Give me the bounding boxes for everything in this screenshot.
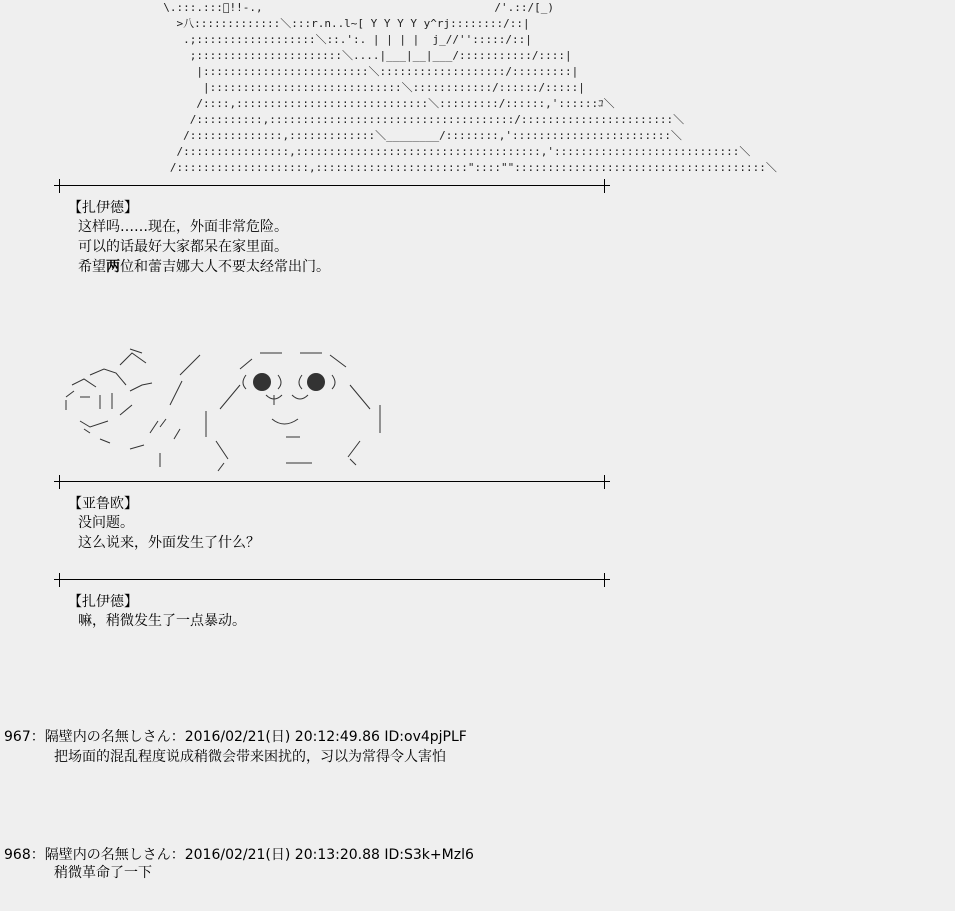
- dialogue-line: 嘛，稍微发生了一点暴动。: [78, 613, 246, 629]
- dialogue-text: 希望: [78, 259, 106, 275]
- ascii-art-thumbs-up-face: [60, 345, 380, 475]
- post-body: 稍微革命了一下: [54, 865, 152, 881]
- dialogue-line: 可以的话最好大家都呆在家里面。: [78, 239, 288, 255]
- dialogue-text: 位和蕾吉娜大人不要太经常出门。: [120, 259, 330, 275]
- dialogue-line: 这么说来，外面发生了什么？: [78, 535, 260, 551]
- dialogue-bold-text: 两: [106, 259, 120, 275]
- dialogue-line: [78, 259, 330, 275]
- divider: [54, 573, 610, 587]
- speaker-name: 【扎伊德】: [68, 594, 138, 610]
- speaker-name: 【扎伊德】: [68, 200, 138, 216]
- post-body: 把场面的混乱程度说成稍微会带来困扰的，习以为常得令人害怕: [54, 749, 446, 765]
- ascii-art-top: \.:::.:::ﾞ!!-., /'.::/[_) >八:::::::::::::＼:::r.n..l~[ Y Y Y Y y^rj::::::::/::| .;::::::::::::::::::＼::.':. | | | | j_//'':::::/::| ;::::::::::::::::::::::＼....|___|__|___/:::::::::::/::::| |:::::::::::::::::::::::::＼:::::::::::::::::::/:::::::::| |:::::::::::::::::::::::::::::＼::::::::::::/::::::/:::::| /::::,:::::::::::::::::::::::::::::＼:::::::::/::::::,'::::::ｺ＼ /::::::::::,:::::::::::::::::::::::::::::::::::::/:::::::::::::::::::::::＼ /::::::::::::::,:::::::::::::＼________/::::::::,'::::::::::::::::::::::::＼ /::::::::::::::::,:::::::::::::::::::::::::::::::::::::,'::::::::::::::::::::::::::::＼ /::::::::::::::::::::,:::::::::::::::::::::::"::::""::::::::::::::::::::::::::::::::::::::＼: [163, 1, 777, 174]
- dialogue-line: 这样吗……现在，外面非常危险。: [78, 219, 288, 235]
- speaker-name: 【亚鲁欧】: [68, 496, 138, 512]
- post-header: 968：隔壁内の名無しさん：2016/02/21(日) 20:13:20.88 ID:S3k+Mzl6: [4, 847, 474, 863]
- post-header: 967：隔壁内の名無しさん：2016/02/21(日) 20:12:49.86 ID:ov4pjPLF: [4, 729, 467, 745]
- divider: [54, 475, 610, 489]
- divider: [54, 179, 610, 193]
- dialogue-line: 没问题。: [78, 515, 134, 531]
